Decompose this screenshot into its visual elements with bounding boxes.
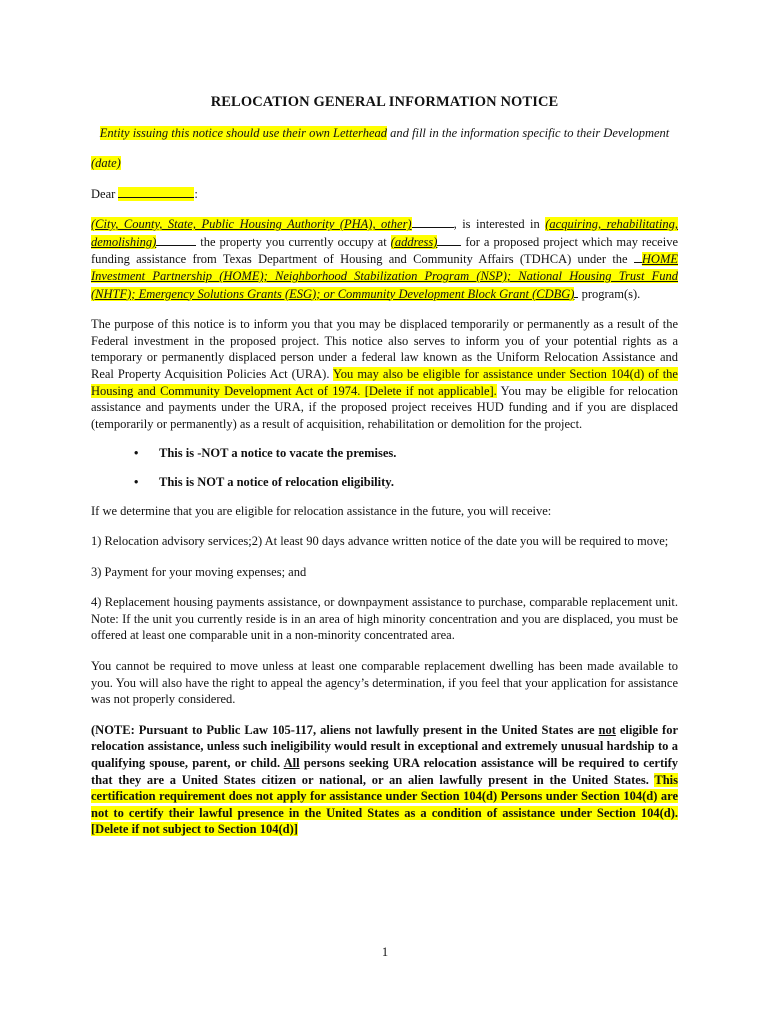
page-number: 1 (381, 945, 389, 959)
greeting-suffix: : (194, 186, 198, 201)
programs-placeholder: HOME Investment Partnership (HOME); Neighborhood Stabilization Program (NSP); National Housing Trust Fund (NHTF); Emergency Solutions Grants (ESG); or Community Development Block Grant (CDBG) (91, 252, 678, 301)
bullet-not-vacate: • This is -NOT a notice to vacate the premises. (134, 446, 397, 461)
certification-highlight: This certification requirement does not apply for assistance under Section 104(d) Persons under Section 104(d) are not to certify their lawful presence in the United States as a condition of assistance under Section 104(d). [Delete if not subject to Section 104(d)] (91, 772, 678, 837)
action-placeholder: (acquiring, rehabilitating, demolishing) (91, 217, 679, 249)
greeting-paragraph (91, 185, 678, 203)
cannot-move-paragraph: You cannot be required to move unless at least one comparable replacement dwelling has been made available to you. You will also have the right to appeal the agency’s determination, if you feel that your application for assistance was not properly considered. (91, 659, 678, 707)
bullet-icon: • (134, 474, 139, 489)
date-placeholder: (date) (91, 156, 121, 170)
instruction-rest: and fill in the information specific to their Development (387, 126, 670, 140)
greeting-prefix: Dear (91, 186, 119, 201)
eligible-intro: If we determine that you are eligible for relocation assistance in the future, you will receive: (91, 503, 552, 518)
address-placeholder: (address) (390, 234, 438, 249)
date-paragraph (91, 155, 678, 172)
intro-paragraph: (City, County, State, Public Housing Authority (PHA), other) , is interested in (acquiring, rehabilitating, demolishing) the property you currently occupy at (address) for a proposed project which may receive funding assistance from Texas Department of Housing and Community Affairs (TDHCA) under the HOME Investment Partnership (HOME); Neighborhood Stabilization Program (NSP); National Housing Trust Fund (NHTF); Emergency Solutions Grants (ESG); or Community Development Block Grant (CDBG) program(s). (91, 217, 679, 301)
note-paragraph: (NOTE: Pursuant to Public Law 105-117, aliens not lawfully present in the United States are not eligible for relocation assistance, unless such ineligibility would result in exceptional and extremely unusual hardship to a qualifying spouse, parent, or child. All persons seeking URA relocation assistance will be required to certify that they are a United States citizen or national, or an alien lawfully present in the United States. This certification requirement does not apply for assistance under Section 104(d) Persons under Section 104(d) are not to certify their lawful presence in the United States as a condition of assistance under Section 104(d). [Delete if not subject to Section 104(d)] (91, 722, 678, 837)
item-3: 3) Payment for your moving expenses; and (91, 564, 307, 579)
item-1-2: 1) Relocation advisory services;2) At least 90 days advance written notice of the date you will be required to move; (91, 534, 669, 549)
section-104d-highlight: You may also be eligible for assistance under Section 104(d) of the Housing and Community Development Act of 1974. [Delete if not applicable]. (91, 366, 678, 398)
bullet-not-eligibility: • This is NOT a notice of relocation eligibility. (134, 474, 394, 489)
recipient-blank (118, 185, 194, 198)
purpose-paragraph: The purpose of this notice is to inform you that you may be displaced temporarily or permanently as a result of the Federal investment in the proposed project. This notice also serves to inform you of your potential rights as a temporary or permanently displaced person under a federal law known as the Uniform Relocation Assistance and Real Property Acquisition Policies Act (URA). You may also be eligible for assistance under Section 104(d) of the Housing and Community Development Act of 1974. [Delete if not applicable]. You may be eligible for relocation assistance and payments under the URA, if the proposed project receives HUD funding and if you are displaced (temporarily or permanently) as a result of acquisition, rehabilitation or demolition for the project. (91, 317, 678, 431)
notice-title: RELOCATION GENERAL INFORMATION NOTICE (210, 94, 559, 110)
item-4: 4) Replacement housing payments assistance, or downpayment assistance to purchase, comparable replacement unit. Note: If the unit you currently reside is in an area of high minority concentration and you are displaced, you must be offered at least one comparable unit in a non-minority concentrated area. (91, 595, 678, 643)
notice-bullets (91, 445, 678, 490)
entity-placeholder: (City, County, State, Public Housing Authority (PHA), other) (91, 217, 412, 232)
letterhead-instruction (91, 125, 678, 142)
bullet-icon: • (134, 446, 139, 461)
instruction-highlight: Entity issuing this notice should use their own Letterhead (99, 126, 387, 140)
